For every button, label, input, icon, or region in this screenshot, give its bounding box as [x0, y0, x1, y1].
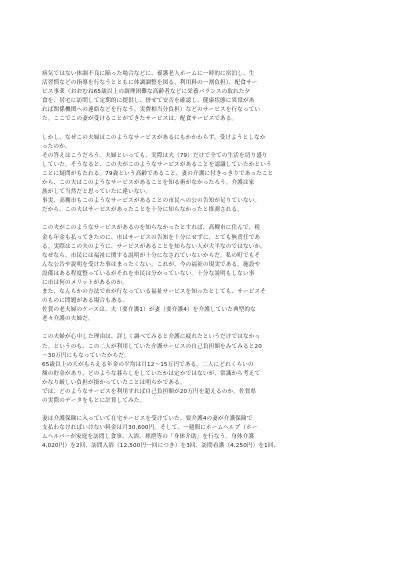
paragraph [42, 333, 372, 406]
text-line: 支払わなければいけない料金は月30,600円。そして、一週間にホームヘルプ（ホー [42, 425, 258, 432]
paragraph [42, 224, 372, 324]
text-line: 設備はある程度整っているがそれを市民は分かっていない。十分な説明もしない事 [42, 270, 255, 277]
text-line: れば関係機関への連絡などを行なう。実費相当分負担）などのサービスを行なってい [42, 107, 261, 114]
text-line: また、なんらかの方法で市が行なっている福祉サービスを知ったとしても、サービスそ [42, 289, 267, 296]
text-line: 老々介護の夫婦だ。 [42, 316, 94, 323]
paragraph [42, 134, 372, 216]
text-line: 病気ではない体調不良に陥った場合などに、養護老人ホームに一時的に宿泊し、生 [42, 71, 255, 77]
text-line: の実際のデータをもとに計算してみた。 [42, 398, 146, 405]
text-line: その答えはこうだろう。夫婦といっても、実際は夫（79）だけで全ての生活を切り盛り [42, 152, 268, 159]
text-line: では、どのようなサービスを利用すれば自己負担額が20万円を超えるのか。佐賀県 [42, 389, 257, 395]
paragraph [42, 70, 372, 125]
text-line: 事実、高槻市もこのようなサービスがあることの市民への公の告知が足りていない。 [42, 198, 261, 205]
text-line: から、この夫はこのようなサービスがあることを知る術がなかったろう。介護は家 [42, 180, 255, 187]
text-line: のものに問題がある場合もある。 [42, 298, 129, 305]
text-line: していた。そうなると、この夫がこのようなサービスがあることを認識していたかという [42, 161, 272, 168]
text-line: 4,020円）を2回、訪問入浴（12,500円一回につき）を3回、訪問看護（4,250円）を1回、 [42, 443, 280, 450]
paragraph [42, 415, 372, 451]
text-line: る。実際はこの夫のように、サービスがあることを知らない人が大半なのではないか。 [42, 243, 267, 250]
text-line: 活習慣などの指導を行なうとともに体調調整を図る。利用料の一割負担）、配食サー [42, 80, 258, 87]
text-line: ムヘルパーが家庭を訪問し食事、入浴、排泄等の「身体介助」を行なう。身体介護 [42, 434, 255, 441]
text-line: た。というのも、この二人が利用していた介護サービスの自己負担額をみてみると20 [42, 343, 262, 350]
text-line: かなり厳しい負担が掛かっていたことは明らかである。 [42, 379, 186, 386]
text-line: しかし、なぜこの夫婦はこのようなサービスがあるにもかかわらず、受けようとしなか [42, 134, 266, 141]
text-line: この夫婦が心中した理由は、詳しく調べてみると介護に疲れたというだけではなかっ [42, 334, 261, 341]
text-line: ビス事業（おおむね65歳以上の調理困難な高齢者などに栄養バランスの取れた夕 [42, 89, 251, 96]
text-line: 佐賀の老夫婦のケースは、夫（要介護1）が妻（要介護4）を介護していた典型的な [42, 307, 256, 314]
text-line: 食を、居宅に訪問して定期的に提供し、併せて安否を確認し、健康状態に異常があ [42, 98, 255, 105]
text-line: た。ここでこの妻が受けることができたサービスは、配食サービスである。 [42, 116, 238, 123]
text-line: この夫がこのようなサービスがあるのを知らなかったとすれば、高槻市に住んで、税 [42, 225, 261, 232]
text-line: んな公告や説明を受けた事はまったくない。これが、今の福祉の現実である。施設や [42, 261, 261, 268]
text-line: だから、この夫はサービスがあったことを十分に知らなかったと推測される。 [42, 207, 243, 214]
text-line: 妻は介護保険に入っていて在宅サービスを受けていた。要介護4の妻が介護保険で [42, 416, 253, 423]
text-line: ことに疑問がもたれる。79歳という高齢であること、妻の介護に付きっきりであったこと [42, 170, 274, 177]
text-line: 金も年金も払ってきたのに、市はサービスの告知を十分にせずに、とても無責任であ [42, 234, 261, 241]
text-line: に市は何のメリットがあるのか。 [42, 279, 128, 286]
text-line: 〜30万円にもなっていたからだ。 [42, 352, 130, 359]
text-line: ったのか。 [42, 143, 71, 150]
document-page [42, 70, 372, 461]
text-line: なぜなら、市民には福祉に関する説明が十分になされていないからだ。私の町でもそ [42, 252, 261, 259]
text-line: 額の貯金があり、どのような暮らしをしていたかは定かではないが、常識から考えて [42, 370, 261, 377]
text-line: 族がして当然だと思っていたに違いない。 [42, 189, 152, 196]
text-line: 65歳以上の人がもらえる年金の平均は月12〜15万円である。二人にどれくらいの [42, 361, 254, 368]
